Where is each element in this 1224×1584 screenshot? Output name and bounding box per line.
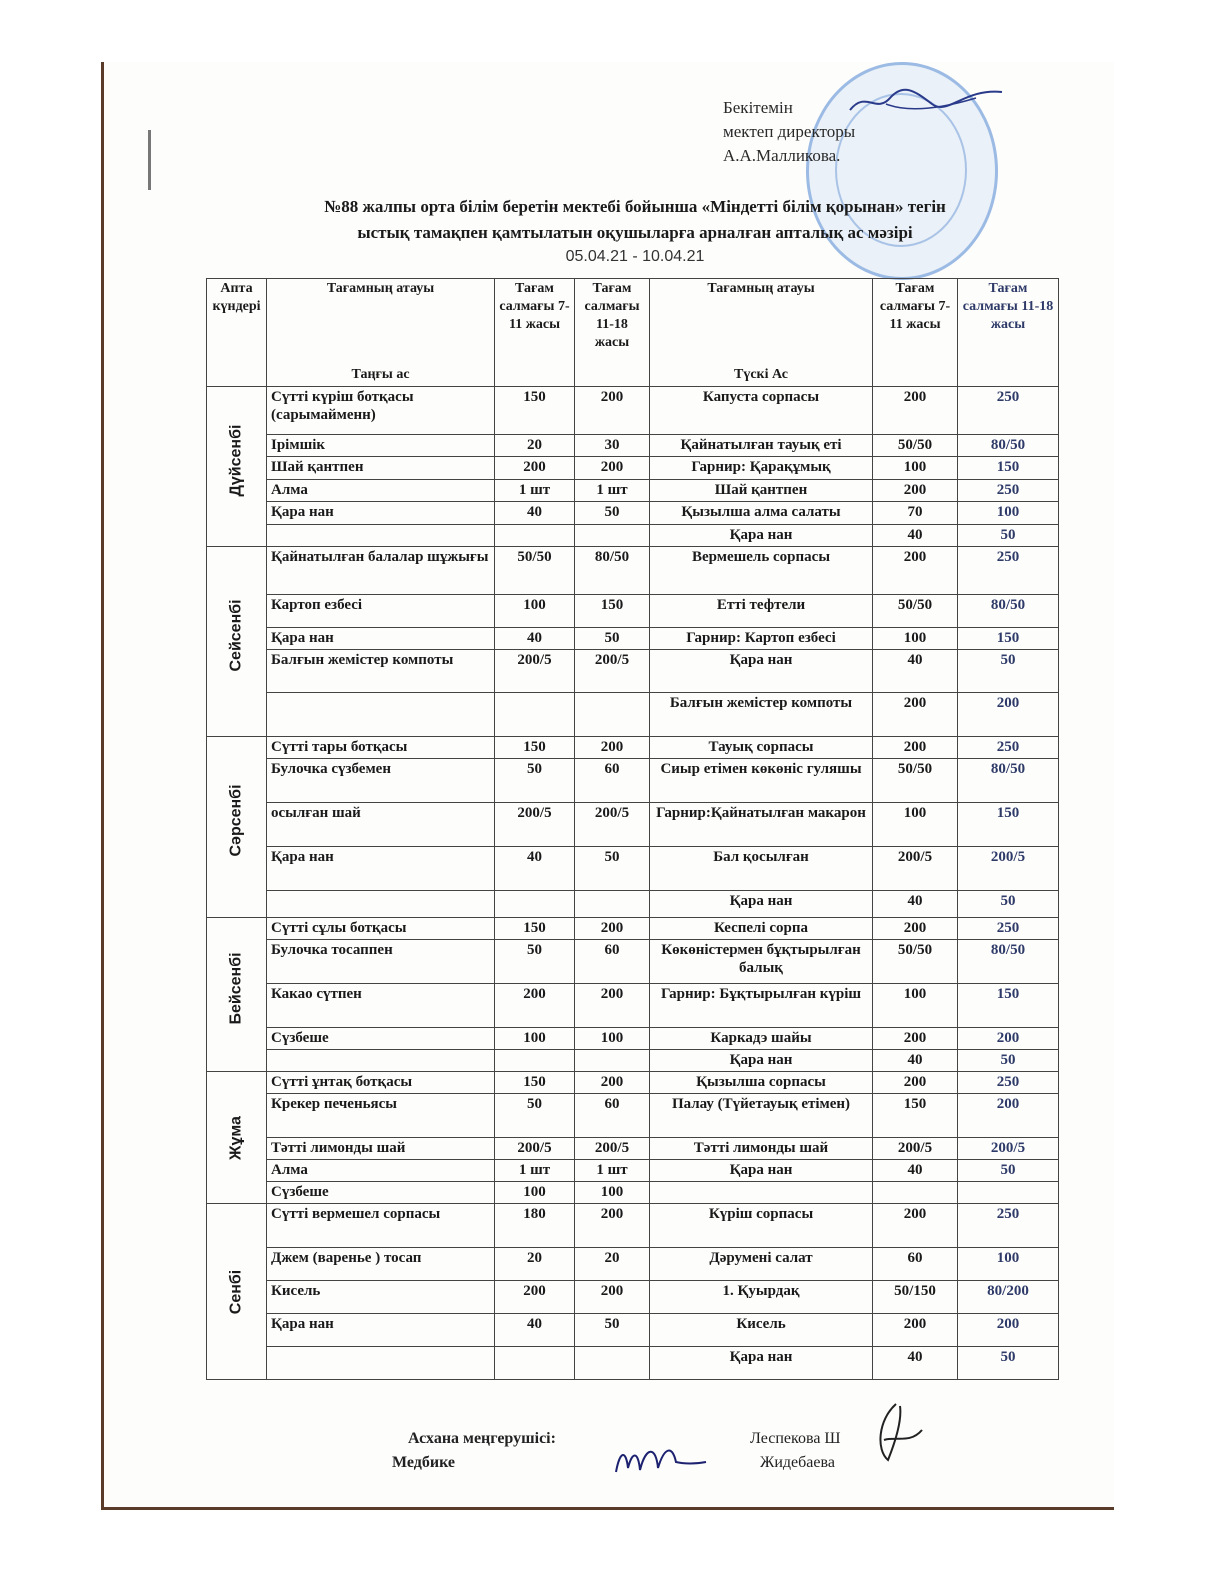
lunch-weight-7-11-cell: 100 [873,984,958,1028]
breakfast-weight-7-11-cell [495,891,575,918]
breakfast-weight-7-11-cell: 20 [495,1248,575,1281]
lunch-dish-cell: Тауық сорпасы [650,737,873,759]
table-row [207,847,1059,891]
lunch-dish-cell: Палау (Түйетауық етімен) [650,1094,873,1138]
weekday-label: Сенбі [227,1269,245,1314]
lunch-weight-11-18-cell: 100 [958,502,1059,525]
lunch-weight-11-18-cell: 80/50 [958,759,1059,803]
breakfast-weight-11-18-cell: 150 [575,595,650,628]
breakfast-weight-11-18-cell [575,1050,650,1072]
breakfast-weight-7-11-cell: 200/5 [495,650,575,693]
lunch-weight-11-18-cell: 50 [958,1050,1059,1072]
breakfast-weight-11-18-cell: 60 [575,940,650,984]
breakfast-dish-cell: Крекер печеньясы [267,1094,495,1138]
table-row [207,693,1059,737]
table-row [207,1028,1059,1050]
lunch-weight-7-11-cell: 200 [873,387,958,435]
breakfast-weight-7-11-cell: 100 [495,595,575,628]
table-row [207,1050,1059,1072]
lunch-weight-7-11-cell: 40 [873,525,958,547]
lunch-weight-7-11-cell: 50/50 [873,435,958,457]
table-row [207,387,1059,435]
table-row [207,547,1059,595]
table-row [207,457,1059,480]
lunch-weight-11-18-cell: 150 [958,803,1059,847]
header-breakfast-dish [267,279,495,387]
lunch-dish-cell: Кисель [650,1314,873,1347]
lunch-weight-7-11-cell: 200 [873,1028,958,1050]
lunch-weight-7-11-cell: 50/50 [873,759,958,803]
breakfast-dish-cell: Картоп езбесі [267,595,495,628]
margin-mark [148,130,151,190]
breakfast-weight-11-18-cell: 200 [575,387,650,435]
lunch-dish-cell: Гарнир:Қайнатылған макарон [650,803,873,847]
lunch-weight-11-18-cell: 200 [958,1028,1059,1050]
lunch-weight-11-18-cell: 50 [958,1347,1059,1380]
breakfast-weight-7-11-cell: 40 [495,1314,575,1347]
weekday-cell [207,737,267,918]
breakfast-dish-cell: осылған шай [267,803,495,847]
header-weight2-7-11: Тағам салмағы 7-11 жасы [873,279,958,387]
canteen-head-label: Асхана меңгерушісі: [408,1430,556,1447]
breakfast-weight-11-18-cell [575,525,650,547]
breakfast-dish-cell [267,1347,495,1380]
table-row [207,759,1059,803]
table-row [207,984,1059,1028]
lunch-dish-cell: Тәтті лимонды шай [650,1138,873,1160]
title-line-2: ыстық тамақпен қамтылатын оқушыларға арналған апталық ас мәзірі [357,223,913,242]
lunch-weight-11-18-cell: 150 [958,984,1059,1028]
breakfast-weight-11-18-cell: 80/50 [575,547,650,595]
menu-body [207,387,1059,1380]
lunch-weight-11-18-cell: 80/200 [958,1281,1059,1314]
canteen-head-name: Леспекова Ш [750,1430,841,1447]
header-breakfast-label: Таңғы ас [351,367,410,382]
table-row [207,1160,1059,1182]
table-row [207,595,1059,628]
lunch-dish-cell: Қара нан [650,1050,873,1072]
lunch-weight-11-18-cell: 50 [958,891,1059,918]
weekday-label: Сейсенбі [227,598,245,671]
lunch-weight-7-11-cell: 200 [873,480,958,502]
table-row [207,525,1059,547]
table-row [207,918,1059,940]
breakfast-weight-7-11-cell: 200/5 [495,803,575,847]
breakfast-dish-cell [267,693,495,737]
breakfast-dish-cell: Ірімшік [267,435,495,457]
lunch-weight-11-18-cell: 200 [958,1314,1059,1347]
director-signature [846,84,1006,120]
lunch-dish-cell: Қызылша алма салаты [650,502,873,525]
table-row [207,1314,1059,1347]
lunch-dish-cell: Қара нан [650,1160,873,1182]
weekday-cell [207,1204,267,1380]
lunch-weight-11-18-cell: 100 [958,1248,1059,1281]
lunch-weight-7-11-cell: 200 [873,547,958,595]
header-lunch-label: Түскі Ас [734,367,788,382]
lunch-weight-11-18-cell: 200/5 [958,1138,1059,1160]
table-row [207,1072,1059,1094]
lunch-dish-cell: Қайнатылған тауық еті [650,435,873,457]
lunch-dish-cell: Қара нан [650,525,873,547]
header-day: Апта күндері [207,279,267,387]
breakfast-weight-7-11-cell [495,1050,575,1072]
lunch-weight-7-11-cell: 200 [873,918,958,940]
breakfast-weight-11-18-cell: 200/5 [575,803,650,847]
breakfast-weight-11-18-cell: 50 [575,628,650,650]
approval-block [723,96,855,168]
lunch-weight-11-18-cell: 200 [958,1094,1059,1138]
breakfast-weight-11-18-cell: 60 [575,1094,650,1138]
approval-line-2: мектеп директоры [723,122,856,141]
breakfast-weight-7-11-cell: 1 шт [495,1160,575,1182]
breakfast-weight-7-11-cell [495,1347,575,1380]
breakfast-weight-11-18-cell: 50 [575,502,650,525]
weekday-label: Бейсенбі [227,951,245,1024]
table-row [207,891,1059,918]
breakfast-dish-cell: Булочка сүзбемен [267,759,495,803]
lunch-weight-7-11-cell: 100 [873,803,958,847]
lunch-weight-7-11-cell: 200 [873,1314,958,1347]
breakfast-weight-7-11-cell: 40 [495,628,575,650]
breakfast-dish-cell: Шай қантпен [267,457,495,480]
breakfast-dish-cell: Қара нан [267,1314,495,1347]
breakfast-dish-cell: Қара нан [267,847,495,891]
weekday-cell [207,1072,267,1204]
breakfast-dish-cell: Булочка тосаппен [267,940,495,984]
breakfast-weight-7-11-cell [495,693,575,737]
breakfast-weight-7-11-cell: 200 [495,457,575,480]
lunch-weight-11-18-cell: 250 [958,1204,1059,1248]
table-row [207,1138,1059,1160]
breakfast-weight-11-18-cell: 200 [575,984,650,1028]
breakfast-dish-cell: Қара нан [267,628,495,650]
header-weight-7-11: Тағам салмағы 7-11 жасы [495,279,575,387]
canteen-head-signature [866,1400,926,1466]
lunch-weight-7-11-cell: 40 [873,1347,958,1380]
lunch-dish-cell: Дәрумені салат [650,1248,873,1281]
breakfast-weight-11-18-cell: 200/5 [575,650,650,693]
weekday-cell [207,547,267,737]
lunch-weight-7-11-cell: 100 [873,457,958,480]
weekday-cell [207,918,267,1072]
lunch-weight-7-11-cell: 200/5 [873,847,958,891]
lunch-weight-11-18-cell: 250 [958,387,1059,435]
lunch-dish-cell: Балғын жемістер компоты [650,693,873,737]
lunch-weight-7-11-cell: 60 [873,1248,958,1281]
lunch-dish-cell: Етті тефтели [650,595,873,628]
header-weight-11-18: Тағам салмағы 11-18 жасы [575,279,650,387]
date-range: 05.04.21 - 10.04.21 [565,248,705,265]
breakfast-weight-7-11-cell: 50 [495,759,575,803]
breakfast-weight-7-11-cell: 180 [495,1204,575,1248]
weekday-label: Сәрсенбі [227,784,245,857]
lunch-weight-11-18-cell: 250 [958,918,1059,940]
breakfast-weight-7-11-cell: 150 [495,737,575,759]
breakfast-weight-7-11-cell: 40 [495,847,575,891]
breakfast-dish-cell: Сүзбеше [267,1028,495,1050]
title-line-1: №88 жалпы орта білім беретін мектебі бойынша «Міндетті білім қорынан» тегін [324,197,946,216]
breakfast-weight-11-18-cell [575,891,650,918]
lunch-dish-cell: Күріш сорпасы [650,1204,873,1248]
nurse-signature [612,1440,708,1480]
lunch-dish-cell: 1. Қуырдақ [650,1281,873,1314]
breakfast-weight-11-18-cell [575,1347,650,1380]
breakfast-weight-11-18-cell: 50 [575,1314,650,1347]
breakfast-weight-11-18-cell [575,693,650,737]
lunch-dish-cell: Қызылша сорпасы [650,1072,873,1094]
table-row [207,1182,1059,1204]
lunch-weight-11-18-cell: 250 [958,547,1059,595]
breakfast-dish-cell: Сүтті күріш ботқасы (сарымайменн) [267,387,495,435]
table-header-row [207,279,1059,387]
lunch-weight-11-18-cell: 80/50 [958,435,1059,457]
lunch-weight-7-11-cell: 40 [873,650,958,693]
lunch-weight-11-18-cell: 150 [958,628,1059,650]
breakfast-weight-11-18-cell: 200 [575,1204,650,1248]
breakfast-dish-cell: Сүзбеше [267,1182,495,1204]
breakfast-weight-11-18-cell: 200 [575,918,650,940]
breakfast-weight-11-18-cell: 200 [575,457,650,480]
lunch-dish-cell: Капуста сорпасы [650,387,873,435]
table-row [207,1094,1059,1138]
breakfast-dish-cell: Сүтті ұнтақ ботқасы [267,1072,495,1094]
lunch-dish-cell: Көкөністермен бұқтырылған балық [650,940,873,984]
lunch-weight-7-11-cell: 200 [873,1072,958,1094]
lunch-weight-11-18-cell: 50 [958,1160,1059,1182]
breakfast-dish-cell: Тәтті лимонды шай [267,1138,495,1160]
table-row [207,1347,1059,1380]
table-row [207,737,1059,759]
lunch-weight-11-18-cell: 250 [958,737,1059,759]
breakfast-dish-cell: Алма [267,480,495,502]
lunch-weight-7-11-cell: 50/150 [873,1281,958,1314]
lunch-weight-7-11-cell: 100 [873,628,958,650]
lunch-weight-11-18-cell: 50 [958,650,1059,693]
lunch-weight-7-11-cell: 200 [873,1204,958,1248]
lunch-dish-cell: Вермешель сорпасы [650,547,873,595]
breakfast-dish-cell: Кисель [267,1281,495,1314]
table-row [207,502,1059,525]
breakfast-weight-7-11-cell: 100 [495,1028,575,1050]
weekday-cell [207,387,267,547]
breakfast-weight-7-11-cell: 200 [495,1281,575,1314]
breakfast-dish-cell: Сүтті тары ботқасы [267,737,495,759]
lunch-weight-7-11-cell: 50/50 [873,595,958,628]
lunch-weight-11-18-cell: 200/5 [958,847,1059,891]
breakfast-weight-11-18-cell: 1 шт [575,1160,650,1182]
header-dish-label: Тағамның атауы [326,281,435,296]
lunch-dish-cell [650,1182,873,1204]
breakfast-weight-7-11-cell: 200/5 [495,1138,575,1160]
lunch-dish-cell: Каркадэ шайы [650,1028,873,1050]
breakfast-dish-cell: Сүтті сұлы ботқасы [267,918,495,940]
lunch-weight-11-18-cell: 80/50 [958,940,1059,984]
breakfast-weight-11-18-cell: 1 шт [575,480,650,502]
breakfast-dish-cell: Джем (варенье ) тосап [267,1248,495,1281]
table-row [207,803,1059,847]
breakfast-weight-7-11-cell: 150 [495,387,575,435]
breakfast-weight-7-11-cell: 40 [495,502,575,525]
table-row [207,1204,1059,1248]
lunch-weight-7-11-cell: 200 [873,737,958,759]
breakfast-weight-11-18-cell: 200/5 [575,1138,650,1160]
breakfast-weight-11-18-cell: 200 [575,737,650,759]
lunch-dish-cell: Шай қантпен [650,480,873,502]
table-row [207,435,1059,457]
breakfast-weight-7-11-cell: 50 [495,940,575,984]
breakfast-dish-cell [267,891,495,918]
breakfast-weight-7-11-cell: 100 [495,1182,575,1204]
table-row [207,1281,1059,1314]
breakfast-weight-11-18-cell: 200 [575,1281,650,1314]
lunch-weight-7-11-cell: 70 [873,502,958,525]
lunch-dish-cell: Кеспелі сорпа [650,918,873,940]
lunch-weight-11-18-cell: 250 [958,480,1059,502]
lunch-weight-7-11-cell: 40 [873,1160,958,1182]
breakfast-dish-cell: Какао сүтпен [267,984,495,1028]
breakfast-dish-cell [267,525,495,547]
lunch-dish-cell: Сиыр етімен көкөніс гуляшы [650,759,873,803]
lunch-weight-7-11-cell: 200 [873,693,958,737]
breakfast-dish-cell: Балғын жемістер компоты [267,650,495,693]
lunch-weight-11-18-cell [958,1182,1059,1204]
lunch-weight-11-18-cell: 250 [958,1072,1059,1094]
breakfast-weight-11-18-cell: 30 [575,435,650,457]
header-dish-label-2: Тағамның атауы [707,281,815,296]
table-row [207,1248,1059,1281]
lunch-dish-cell: Қара нан [650,891,873,918]
lunch-weight-7-11-cell: 40 [873,1050,958,1072]
breakfast-weight-11-18-cell: 100 [575,1028,650,1050]
menu-table [206,278,1059,1380]
lunch-weight-7-11-cell: 200/5 [873,1138,958,1160]
lunch-weight-7-11-cell: 40 [873,891,958,918]
breakfast-weight-7-11-cell: 150 [495,918,575,940]
lunch-weight-11-18-cell: 80/50 [958,595,1059,628]
nurse-name: Жидебаева [760,1454,835,1471]
lunch-dish-cell: Қара нан [650,1347,873,1380]
lunch-weight-11-18-cell: 150 [958,457,1059,480]
breakfast-weight-7-11-cell: 200 [495,984,575,1028]
weekday-label: Дүйсенбі [227,424,245,496]
breakfast-weight-11-18-cell: 50 [575,847,650,891]
weekday-label: Жұма [227,1115,245,1160]
table-row [207,650,1059,693]
lunch-weight-11-18-cell: 200 [958,693,1059,737]
breakfast-weight-7-11-cell: 50/50 [495,547,575,595]
breakfast-weight-11-18-cell: 100 [575,1182,650,1204]
header-lunch-dish [650,279,873,387]
breakfast-weight-11-18-cell: 20 [575,1248,650,1281]
breakfast-weight-11-18-cell: 60 [575,759,650,803]
breakfast-dish-cell [267,1050,495,1072]
breakfast-dish-cell: Қара нан [267,502,495,525]
lunch-dish-cell: Гарнир: Бұқтырылған күріш [650,984,873,1028]
lunch-dish-cell: Қара нан [650,650,873,693]
breakfast-dish-cell: Сүтті вермешел сорпасы [267,1204,495,1248]
approval-line-1: Бекітемін [723,98,793,117]
lunch-weight-7-11-cell: 150 [873,1094,958,1138]
table-row [207,480,1059,502]
breakfast-weight-11-18-cell: 200 [575,1072,650,1094]
breakfast-weight-7-11-cell: 150 [495,1072,575,1094]
lunch-dish-cell: Гарнир: Қарақұмық [650,457,873,480]
breakfast-weight-7-11-cell: 1 шт [495,480,575,502]
document-title [200,194,1070,246]
breakfast-dish-cell: Қайнатылған балалар шұжығы [267,547,495,595]
nurse-label: Медбике [392,1454,456,1471]
breakfast-weight-7-11-cell [495,525,575,547]
table-row [207,940,1059,984]
header-weight2-11-18: Тағам салмағы 11-18 жасы [958,279,1059,387]
lunch-weight-7-11-cell: 50/50 [873,940,958,984]
lunch-weight-7-11-cell [873,1182,958,1204]
table-row [207,628,1059,650]
breakfast-weight-7-11-cell: 20 [495,435,575,457]
breakfast-weight-7-11-cell: 50 [495,1094,575,1138]
lunch-dish-cell: Гарнир: Картоп езбесі [650,628,873,650]
lunch-dish-cell: Бал қосылған [650,847,873,891]
approval-line-3: А.А.Малликова. [723,146,841,165]
breakfast-dish-cell: Алма [267,1160,495,1182]
lunch-weight-11-18-cell: 50 [958,525,1059,547]
